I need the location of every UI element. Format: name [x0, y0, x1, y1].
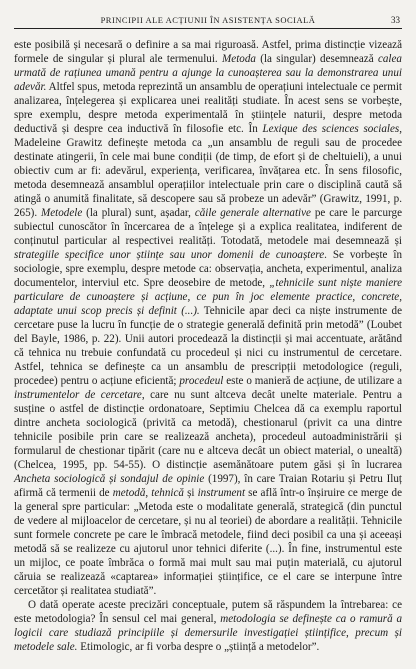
italic-text: Metoda	[222, 53, 256, 65]
text-run: Etimologic, ar fi vorba despre o „știință a metodelor”.	[77, 641, 320, 653]
text-run: O dată operate aceste precizări conceptuale, putem să răspundem la întrebarea: ce este metodologia? În sensul cel mai general,	[14, 599, 402, 625]
text-run: este posibilă și necesară o definire a sa mai riguroasă. Astfel, prima distincție vizează formele de singular și plural ale termenului.	[14, 39, 402, 65]
italic-text: metodologia se definește ca o ramură a logicii care studiază principiile și demersurile investigației științifice, precum și metodele sale.	[14, 613, 402, 653]
italic-text: căile generale alternative	[194, 207, 311, 219]
italic-text: Ancheta sociologică și sondajul de opinie	[14, 473, 205, 485]
text-run: Tehnicile apar deci ca niște instrumente de cercetare puse la lucru în funcție de o strategie generală definită prin metodă” (Loubet del Bayle, 1986, p. 22). Unii autori procedează la distincții și mai accentuate, arătând că tehnica nu trebuie confundată cu procedeul și nici cu instrumentul de cercetare. Astfel, tehnica se definește ca un ansamblu de prescripții metodologice (reguli, procedee) pentru o acțiune eficientă;	[14, 305, 402, 387]
italic-text: metodă	[112, 487, 146, 499]
text-run: (la plural) sunt, așadar,	[82, 207, 195, 219]
text-run: se află într-o înșiruire ce merge de la general spre particular: „Metoda este o modalitate generală, strategică (din punctul de vedere al mijloacelor de cercetare, și nu al teoriei) de abordare a realității. Tehnicile sunt formele concrete pe care le îmbracă metodele, fiind deci posibil ca una și aceeași metodă să se realizeze cu ajutorul unor tehnici diferite (...). În fine, instrumentul este un mijloc, ce poate îmbrăca o formă mai mult sau mai puțin materială, cu ajutorul căruia se realizează «captarea» informației științifice, ce el care se interpune între cercetător și realitatea studiată”.	[14, 487, 403, 597]
text-run: (1997), în care Traian Rotariu și Petru Iluț afirmă că termenii de	[14, 473, 402, 499]
text-run: , Madeleine Grawitz definește metoda ca „un ansamblu de reguli sau de procedee destinate atingerii, în cele mai bune condiții (de timp, de efort și de cheltuieli), a unui obiectiv cum ar fi: adevărul, experiența, verificarea, învățarea etc. În sens filosofic, metoda desemnează ansamblul operațiilor intelectuale prin care o disciplină caută să atingă o anumită finalitate, să descopere sau să probeze un adevăr” (Grawitz, 1991, p. 265).	[14, 123, 402, 219]
italic-text: Lexique des sciences sociales	[262, 123, 400, 135]
paragraph	[14, 38, 402, 598]
text-run: ,	[145, 487, 152, 499]
page-header	[14, 14, 402, 29]
text-run: Altfel spus, metoda reprezintă un ansamblu de operațiuni intelectuale ce permit analizarea, înțelegerea și explicarea unei realități studiate. În acest sens se vorbește, spre exemplu, despre metoda experimentală în științele naturii, despre metoda deductivă și despre cea inductivă în filosofie etc. În	[14, 81, 402, 135]
italic-text: instrument	[197, 487, 246, 499]
text-run: (la singular) desemnează	[255, 53, 378, 65]
body-text	[14, 38, 402, 654]
italic-text: „tehnicile sunt niște maniere particulare de cunoaștere și acțiune, ce pun în joc elemente practice, concrete, adaptate unui scop precis și definit (...).	[14, 277, 402, 317]
text-run: este o manieră de acțiune, de utilizare a	[223, 375, 402, 387]
text-run: , care nu sunt altceva decât unelte materiale. Pentru a susține o astfel de distincție ordonatoare, Septimiu Chelcea dă ca exemplu raportul dintre ancheta sociologică (privită ca metodă), chestionarul (privit ca una dintre tehnicile posibile prin care se realizează ancheta), procedeul autoadministrării și formularul de chestionar tipărit (care nu e altceva decât un obiect material, o unealtă) (Chelcea, 1995, pp. 54-55). O distincție asemănătoare putem găsi și în lucrarea	[14, 389, 402, 471]
paragraph	[14, 598, 402, 654]
italic-text: tehnică	[151, 487, 184, 499]
italic-text: procedeul	[179, 375, 224, 387]
italic-text: Metodele	[40, 207, 83, 219]
page-number: 33	[391, 15, 400, 25]
text-run: pe care le parcurge subiectul cunoscător în încercarea de a înțelege și a explica realitatea, indiferent de conținutul particular al respectivei realități. Totodată, metodele mai desemnează și	[14, 207, 402, 247]
text-run: și	[183, 487, 198, 499]
italic-text: strategiile specifice unor științe sau unor domenii de cunoaștere	[14, 249, 325, 261]
italic-text: calea urmată de rațiunea umană pentru a ajunge la cunoașterea sau la demonstrarea unui adevăr.	[14, 53, 402, 93]
italic-text: instrumentelor de cercetare	[14, 389, 142, 401]
running-title: PRINCIPII ALE ACȚIUNII ÎN ASISTENȚA SOCIALĂ	[100, 15, 316, 25]
text-run: . Se vorbește în sociologie, spre exemplu, despre metode ca: observația, ancheta, experimentul, analiza documentelor, interviul etc. Spre deosebire de metode,	[14, 249, 402, 289]
